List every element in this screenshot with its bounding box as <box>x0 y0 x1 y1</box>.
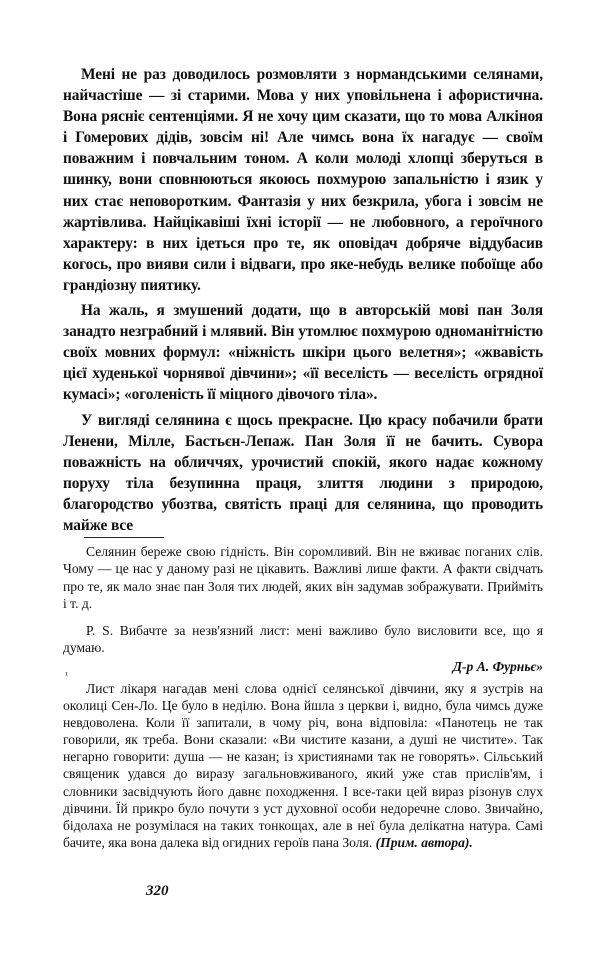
paragraph: У вигляді селянина є щось прекрасне. Цю красу побачили брати Ленени, Мілле, Бастьєн-Лепаж. Пан Золя її не бачить. Сувора поважність на обличчях, урочистий спокій, якого надає кожному поруху тіла безупинна праця, злиття людини з природою, благородство убозтва, святість праці для селянина, що проводить майже все <box>63 411 543 534</box>
footnote <box>63 680 543 851</box>
footnote-marker: ¹ <box>65 670 68 680</box>
paragraph: Мені не раз доводилось розмовляти з нормандськими селянами, найчастіше — зі старими. Мова у них уповільнена і афористична. Вона рясніє сентенціями. Я не хочу цим сказати, що то мова Алкіноя і Гомерових дідів, зовсім ні! Але чимсь вона їх нагадує — своїм поважним і повчальним тоном. А коли молоді хлопці зберуться в шинку, вони сповнюються якоюсь похмурою запальністю і язик у них стає неповоротким. Фантазія у них безкрила, убога і зовсім не жартівлива. Найцікавіші їхні історії — не любовного, а героїчного характеру: в них ідеться про те, як оповідач добряче віддубасив когось, про вияви сили і відваги, про яке-небудь велике побоїще або грандіозну пиятику. <box>63 66 543 294</box>
postscript-text: P. S. Вибачте за незв'язний лист: мені важливо було висловити все, що я думаю. <box>63 623 543 656</box>
footnote-paragraph <box>63 680 543 851</box>
continuation-text: Селянин береже свою гідність. Він соромливий. Він не вживає поганих слів. Чому — це нас у даному разі не цікавить. Важливі лише факти. А факти свідчать про те, як мало знає пан Золя тих людей, яких він задумав зображувати. Прийміть і т. д. <box>63 544 543 611</box>
postscript <box>63 622 543 657</box>
footnote-text: Лист лікаря нагадав мені слова однієї селянської дівчини, яку я зустрів на околиці Сен-Ло. Це було в неділю. Вона йшла з церкви і, видно, була чимсь дуже невдоволена. Коли її запитали, в чому річ, вона відповіла: «Панотець не так говорили, як треба. Вони сказали: «Ви чистите казани, а душі не чистите». Так негарно говорити: душа — не казан; із християнами так не говорять». Сільський священик удався до виразу загальновживаного, який уже став прислів'ям, і словники засвідчують його давнє походження. І все-таки цей вираз різонув слух дівчини. Їй прикро було почути з уст духовної особи недоречне слово. Звичайно, бідолаха не розумілася на таких тонкощах, але в неї була делікатна натура. Самі бачите, яка вона далека від огидних героїв пана Золя. <box>63 681 543 850</box>
letter-continuation <box>63 543 543 612</box>
page-number: 320 <box>146 883 169 899</box>
footnote-divider <box>84 537 164 538</box>
signature: Д-р А. Фурньє» <box>452 659 543 674</box>
paragraph: На жаль, я змушений додати, що в авторській мові пан Золя занадто незграбний і млявий. Він утомлює похмурою одноманітністю своїх мовних формул: «ніжність шкіри цього велетня»; «жвавість цієї худенької чорнявої дівчини»; «її веселість — веселість огрядної кумасі»; «оголеність її міцного дівочого тіла». <box>63 302 543 404</box>
author-note: (Прим. автора). <box>375 834 473 850</box>
main-text <box>63 64 543 540</box>
